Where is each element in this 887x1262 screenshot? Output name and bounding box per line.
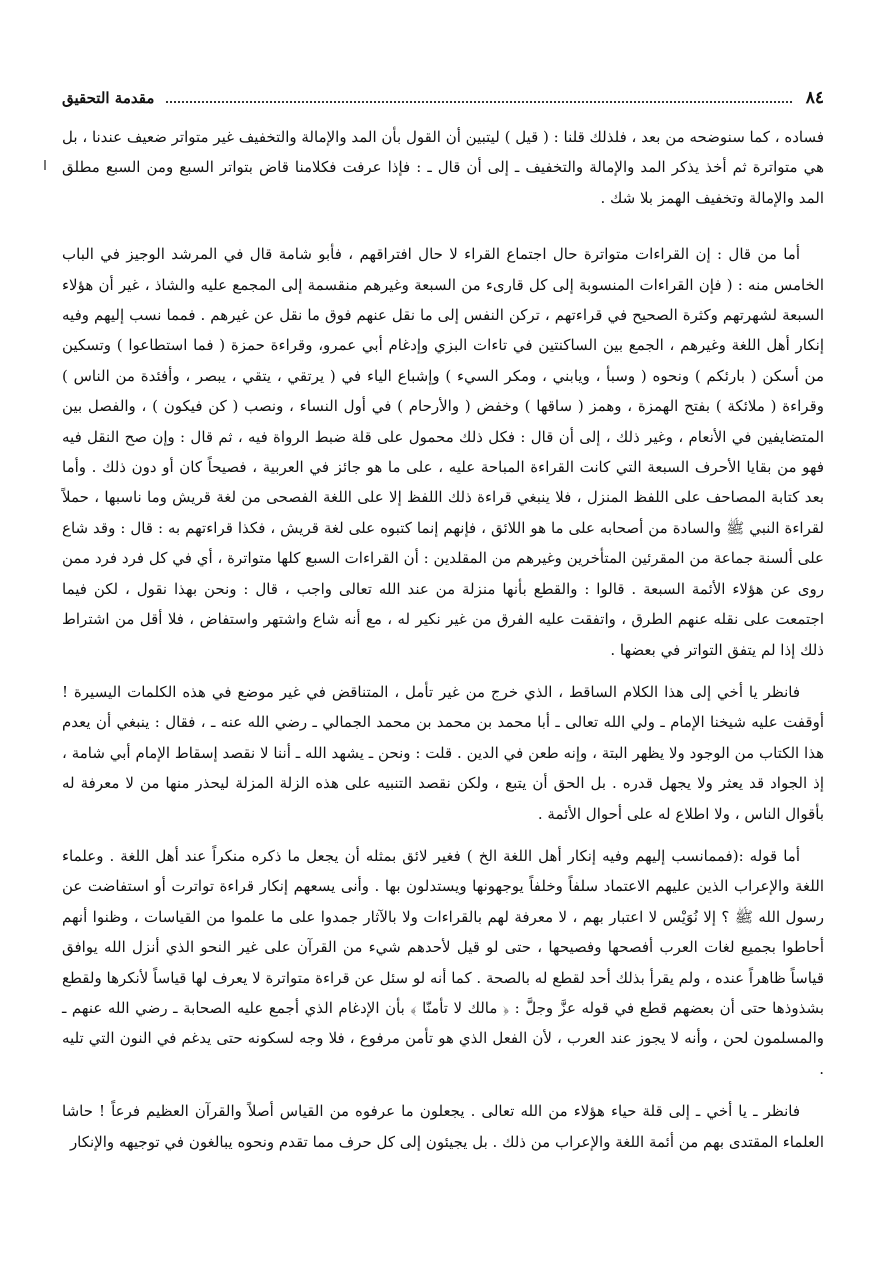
paragraph: أما قوله :(فممانسب إليهم وفيه إنكار أهل اللغة الخ ) فغير لائق بمثله أن يجعل ما ذكره منكراً عند أهل اللغة . وعلماء اللغة والإعراب الذين عليهم الاعتماد سلفاً وخلفاً يوجهونها ويستدلون بها . وأنى يسعهم إنكار قراءة تواترت أو استفاضت عن رسول الله ﷺ ؟ إلا نُوَيْس لا اعتبار بهم ، لا معرفة لهم بالقراءات ولا بالآثار جمدوا على ما علموا من القياسات ، وظنوا أنهم أحاطوا بجميع لغات العرب أفصحها وفصيحها ، حتى لو قيل لأحدهم شيء من القرآن على غير النحو الذي أنزل الله يوافق قياساً ظاهراً عنده ، ولم يقرأ بذلك أحد لقطع له بالصحة . كما أنه لو سئل عن قراءة متواترة لا يعرف لها قياساً لأنكرها ولقطع بشذوذها حتى أن بعضهم قطع في قوله عزَّ وجلَّ : ﴿ مالك لا تأمنّا ﴾ بأن الإدغام الذي أجمع عليه الصحابة ـ رضي الله عنهم ـ والمسلمون لحن ، وأنه لا يجوز عند العرب ، لأن الفعل الذي هو تأمن مرفوع ، فلا وجه لسكونه حتى يدغم في النون التي تليه . <box>62 846 824 1078</box>
paragraph: فانظر يا أخي إلى هذا الكلام الساقط ، الذي خرج من غير تأمل ، المتناقض في غير موضع في هذه الكلمات اليسيرة ! أوقفت عليه شيخنا الإمام ـ ولي الله تعالى ـ أبا محمد بن محمد بن محمد الجمالي ـ رضي الله عنه ـ ، فقال : ينبغي أن يعدم هذا الكتاب من الوجود ولا يظهر البتة ، وإنه طعن في الدين . قلت : ونحن ـ يشهد الله ـ أننا لا نقصد إسقاط الإمام أبي شامة ، إذ الجواد قد يعثر ولا يجهل قدره . بل الحق أن يتبع ، ولكن نقصد التنبيه على هذه الزلة المزلة ليحذر منها من لا معرفة له بأقوال الناس ، ولا اطلاع له على أحوال الأئمة . <box>62 682 824 823</box>
page-header <box>62 88 824 114</box>
paragraph: فساده ، كما سنوضحه من بعد ، فلذلك قلنا : ( قيل ) ليتبين أن القول بأن المد والإمالة والتخفيف غير متواتر ضعيف عندنا ، بل هي متواترة ثم أخذ يذكر المد والإمالة والتخفيف ـ إلى أن قال ـ : فإذا عرفت فكلامنا قاض بتواتر السبع ومن السبع مطلق المد والإمالة وتخفيف الهمز بلا شك . <box>62 128 824 207</box>
header-dotted-leader <box>166 91 791 103</box>
paragraph: فانظر ـ يا أخي ـ إلى قلة حياء هؤلاء من الله تعالى . يجعلون ما عرفوه من القياس أصلاً والقرآن العظيم فرعاً ! حاشا العلماء المقتدى بهم من أئمة اللغة والإعراب من ذلك . بل يجيئون إلى كل حرف مما تقدم ونحوه يبالغون في توجيهه والإنكار <box>62 1102 824 1151</box>
running-title: مقدمة التحقيق <box>62 89 155 107</box>
book-page <box>62 88 824 1157</box>
margin-mark <box>44 160 46 170</box>
body-text <box>62 122 824 1157</box>
page-number: ٨٤ <box>805 88 824 108</box>
paragraph: أما من قال : إن القراءات متواترة حال اجتماع القراء لا حال افتراقهم ، فأبو شامة قال في المرشد الوجيز في الباب الخامس منه : ( فإن القراءات المنسوبة إلى كل قارىء من السبعة وغيرهم منقسمة إلى المجمع عليه والشاذ ، غير أن هؤلاء السبعة لشهرتهم وكثرة الصحيح في قراءتهم ، تركن النفس إلى ما نقل عنهم فوق ما نقل عن غيرهم . فمما نسب إليهم وفيه إنكار أهل اللغة وغيرهم ، الجمع بين الساكنتين في تاءات البزي وإدغام أبي عمرو، وقراءة حمزة ( فما استطاعوا ) وتسكين من أسكن ( بارئكم ) ونحوه ( وسبأ ، ويابني ، ومكر السيء ) وإشباع الياء في ( يرتقي ، يتقي ، يبصر ، وأفئدة من الناس ) وقراءة ( ملائكة ) بفتح الهمزة ، وهمز ( ساقها ) وخفض ( والأرحام ) في أول النساء ، ونصب ( كن فيكون ) ، والفصل بين المتضايفين في الأنعام ، وغير ذلك ، إلى أن قال : فكل ذلك محمول على قلة ضبط الرواة فيه ، ثم قال : وإن صح النقل فيه فهو من بقايا الأحرف السبعة التي كانت القراءة المباحة عليه ، على ما هو جائز في العربية ، فصيحاً كان أو دون ذلك . وأما بعد كتابة المصاحف على اللفظ المنزل ، فلا ينبغي قراءة ذلك اللفظ إلا على اللغة الفصحى من لغة قريش وما ناسبها ، حملاً لقراءة النبي ﷺ والسادة من أصحابه على ما هو اللائق ، فإنهم إنما كتبوه على لغة قريش ، فكذا قراءتهم به : قال : وقد شاع على ألسنة جماعة من المقرئين المتأخرين وغيرهم من المقلدين : أن القراءات السبع كلها متواترة ، أي في كل فرد فرد ممن روى عن هؤلاء الأئمة السبعة . قالوا : والقطع بأنها منزلة من عند الله تعالى واجب ، قال : ونحن بهذا نقول ، لكن فيما اجتمعت على نقله عنهم الطرق ، واتفقت عليه الفرق من غير نكير له ، مع أنه شاع واشتهر واستفاض ، فلا أقل من اشتراط ذلك إذا لم يتفق التواتر في بعضها . <box>62 245 824 659</box>
